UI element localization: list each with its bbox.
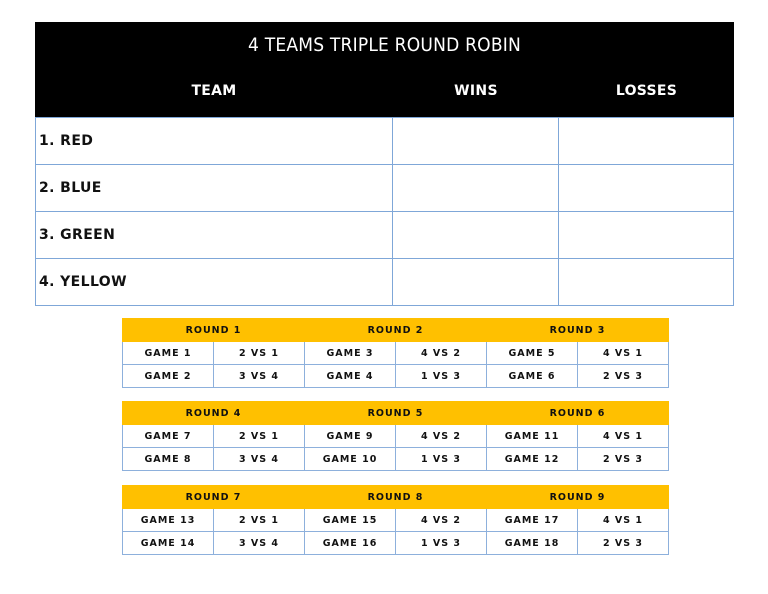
game-label: GAME 18 — [487, 532, 578, 555]
matchup: 2 VS 1 — [214, 509, 305, 532]
game-label: GAME 13 — [123, 509, 214, 532]
schedule-block — [122, 485, 669, 555]
matchup: 1 VS 3 — [396, 532, 487, 555]
matchup: 1 VS 3 — [396, 365, 487, 388]
round-label: ROUND 2 — [305, 319, 487, 342]
standings-rows — [35, 117, 734, 306]
round-label: ROUND 4 — [123, 402, 305, 425]
game-label: GAME 10 — [305, 448, 396, 471]
matchup: 1 VS 3 — [396, 448, 487, 471]
round-header-row — [123, 319, 669, 342]
round-label: ROUND 5 — [305, 402, 487, 425]
matchup: 3 VS 4 — [214, 448, 305, 471]
game-label: GAME 16 — [305, 532, 396, 555]
game-label: GAME 14 — [123, 532, 214, 555]
game-label: GAME 4 — [305, 365, 396, 388]
round-label: ROUND 3 — [487, 319, 669, 342]
round-label: ROUND 8 — [305, 486, 487, 509]
team-name: 4. YELLOW — [36, 259, 393, 305]
standings-table — [35, 22, 734, 307]
matchup: 2 VS 3 — [578, 448, 669, 471]
game-label: GAME 2 — [123, 365, 214, 388]
game-label: GAME 3 — [305, 342, 396, 365]
column-header-team: TEAM — [191, 83, 237, 99]
standings-header — [35, 22, 734, 117]
matchup: 3 VS 4 — [214, 365, 305, 388]
column-header-losses: LOSSES — [615, 83, 678, 99]
matchup: 4 VS 1 — [578, 342, 669, 365]
table-row — [36, 117, 733, 165]
round-label: ROUND 7 — [123, 486, 305, 509]
round-label: ROUND 6 — [487, 402, 669, 425]
losses-cell[interactable] — [559, 212, 733, 258]
table-row — [36, 259, 733, 306]
page-title: 4 TEAMS TRIPLE ROUND ROBIN — [248, 34, 521, 56]
game-label: GAME 11 — [487, 425, 578, 448]
losses-cell[interactable] — [559, 259, 733, 305]
game-label: GAME 9 — [305, 425, 396, 448]
game-row — [123, 509, 669, 532]
matchup: 2 VS 3 — [578, 365, 669, 388]
team-name: 3. GREEN — [36, 212, 393, 258]
wins-cell[interactable] — [393, 165, 559, 211]
matchup: 2 VS 1 — [214, 342, 305, 365]
matchup: 4 VS 1 — [578, 509, 669, 532]
matchup: 2 VS 1 — [214, 425, 305, 448]
wins-cell[interactable] — [393, 212, 559, 258]
matchup: 4 VS 2 — [396, 425, 487, 448]
losses-cell[interactable] — [559, 165, 733, 211]
losses-cell[interactable] — [559, 118, 733, 164]
table-row — [36, 212, 733, 259]
game-row — [123, 425, 669, 448]
team-name: 1. RED — [36, 118, 393, 164]
game-row — [123, 532, 669, 555]
game-label: GAME 6 — [487, 365, 578, 388]
game-label: GAME 5 — [487, 342, 578, 365]
round-label: ROUND 9 — [487, 486, 669, 509]
matchup: 2 VS 3 — [578, 532, 669, 555]
wins-cell[interactable] — [393, 118, 559, 164]
game-label: GAME 12 — [487, 448, 578, 471]
team-name: 2. BLUE — [36, 165, 393, 211]
schedule-block — [122, 401, 669, 471]
round-header-row — [123, 402, 669, 425]
game-row — [123, 342, 669, 365]
matchup: 4 VS 2 — [396, 342, 487, 365]
game-label: GAME 1 — [123, 342, 214, 365]
column-header-wins: WINS — [454, 83, 498, 99]
wins-cell[interactable] — [393, 259, 559, 305]
table-row — [36, 165, 733, 212]
round-header-row — [123, 486, 669, 509]
game-label: GAME 17 — [487, 509, 578, 532]
round-label: ROUND 1 — [123, 319, 305, 342]
game-row — [123, 365, 669, 388]
game-row — [123, 448, 669, 471]
matchup: 4 VS 1 — [578, 425, 669, 448]
game-label: GAME 7 — [123, 425, 214, 448]
game-label: GAME 8 — [123, 448, 214, 471]
schedule-block — [122, 318, 669, 388]
matchup: 4 VS 2 — [396, 509, 487, 532]
matchup: 3 VS 4 — [214, 532, 305, 555]
game-label: GAME 15 — [305, 509, 396, 532]
